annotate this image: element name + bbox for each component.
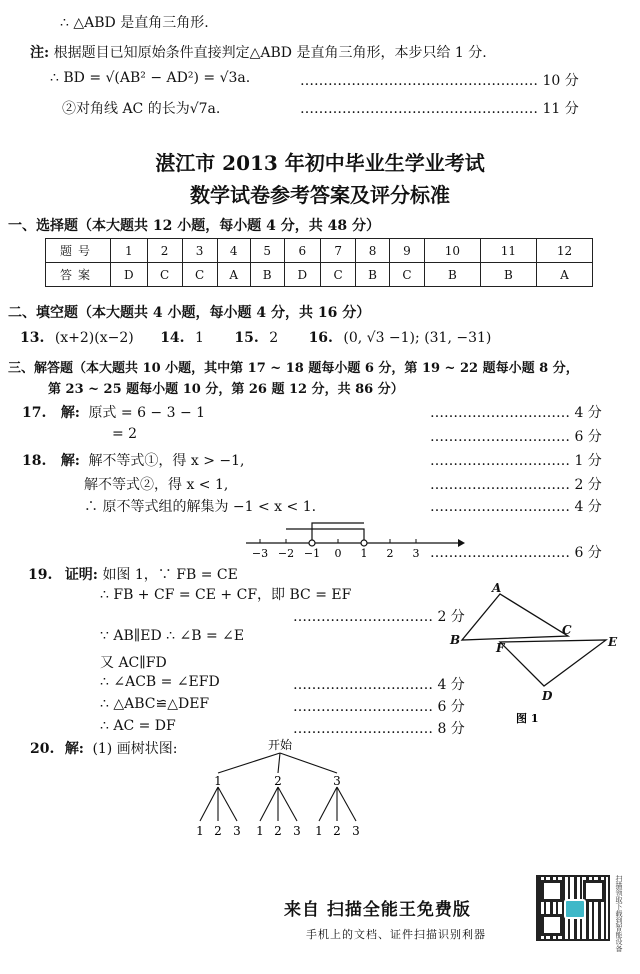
table-cell: 11	[480, 239, 536, 263]
q18-line1	[22, 450, 245, 470]
tree-node: 2	[274, 774, 282, 788]
q18-number: 18.	[22, 453, 47, 469]
tree-node: 1	[214, 774, 222, 788]
table-cell: D	[284, 263, 321, 287]
q19-score-8: ………………………… 8 分	[293, 721, 465, 737]
q13-number: 13.	[20, 330, 45, 346]
q19-step7: ∴ AC = DF	[100, 718, 176, 734]
tick-label: 3	[412, 547, 420, 560]
tick-label: −1	[303, 547, 321, 560]
bracket-x-lt-1	[286, 529, 364, 543]
q19-score-2: ………………………… 2 分	[293, 609, 465, 625]
q18-step2: 解不等式②，得 x < 1,	[84, 477, 229, 493]
q20-part1: (1) 画树状图:	[92, 741, 178, 757]
triangle-abc	[462, 594, 568, 640]
q17-result: = 2	[112, 426, 138, 442]
open-point-1	[361, 540, 367, 546]
q18-score-1: ………………………… 1 分	[430, 453, 602, 469]
note-row	[30, 42, 487, 62]
page-title: 湛江市 2013 年初中毕业生学业考试	[155, 151, 485, 175]
tree-node: 3	[333, 774, 341, 788]
table-cell: 10	[424, 239, 480, 263]
q18-score-4: ………………………… 6 分	[430, 545, 602, 561]
tree-leaf: 1	[315, 824, 323, 838]
note-text: 根据题目已知原始条件直接判定△ABD 是直角三角形，本步只给 1 分.	[53, 45, 487, 61]
label-a: A	[492, 582, 502, 595]
ac-line: ②对角线 AC 的长为√7a.	[62, 101, 221, 117]
section3-title-line2: 第 23 ~ 25 题每小题 10 分，第 26 题 12 分，共 86 分）	[48, 382, 404, 397]
label-e: E	[608, 635, 618, 649]
table-cell: D	[111, 263, 148, 287]
table-cell: C	[147, 263, 182, 287]
tree-leaf: 1	[256, 824, 264, 838]
table-cell: 2	[147, 239, 182, 263]
table-cell: 6	[284, 239, 321, 263]
table-cell: C	[321, 263, 356, 287]
q18-label: 解:	[60, 453, 80, 469]
tree-leaf: 3	[352, 824, 360, 838]
q18-score-2: ………………………… 2 分	[430, 477, 602, 493]
tick-label: −2	[277, 547, 295, 560]
q19-given: 如图 1，∵ FB = CE	[102, 567, 238, 583]
q15-number: 15.	[234, 330, 259, 346]
table-header: 答案	[46, 263, 111, 287]
tick-label: 2	[386, 547, 394, 560]
tick-label: 1	[360, 547, 368, 560]
table-cell: 3	[182, 239, 217, 263]
qr-logo-icon	[564, 899, 586, 919]
label-c: C	[562, 623, 572, 637]
q18-step3: ∴ 原不等式组的解集为 −1 < x < 1.	[84, 499, 317, 515]
qr-code	[536, 875, 610, 941]
table-cell: B	[356, 263, 390, 287]
table-cell: C	[182, 263, 217, 287]
section2-title: 二、填空题（本大题共 4 小题，每小题 4 分，共 16 分）	[8, 305, 371, 321]
tree-leaf: 2	[333, 824, 341, 838]
q20-line1	[30, 738, 177, 758]
tree-root: 开始	[267, 738, 293, 752]
tree-leaf: 3	[293, 824, 301, 838]
table-cell: A	[536, 263, 592, 287]
q19-step5: ∴ ∠ACB = ∠EFD	[100, 674, 220, 690]
triangle-def	[500, 640, 606, 686]
q20-number: 20.	[30, 741, 55, 757]
table-cell: 7	[321, 239, 356, 263]
table-cell: 1	[111, 239, 148, 263]
q17-number: 17.	[22, 405, 47, 421]
tick-label: −3	[251, 547, 269, 560]
qr-caption: 扫描领取下载到智能设备	[615, 875, 623, 952]
q19-step4: 又 AC∥FD	[100, 655, 167, 671]
proof-conclusion: ∴ △ABD 是直角三角形.	[60, 15, 209, 31]
q19-score-4: ………………………… 4 分	[293, 677, 465, 693]
bd-score: …………………………………………… 10 分	[300, 73, 579, 89]
tree-leaf: 1	[196, 824, 204, 838]
tick-label: 0	[334, 547, 342, 560]
q18-score-3: ………………………… 4 分	[430, 499, 602, 515]
q13-answer: (x+2)(x−2)	[54, 330, 134, 346]
table-header: 题号	[46, 239, 111, 263]
q15-answer: 2	[269, 330, 279, 346]
q17-line1	[22, 402, 205, 422]
page-subtitle: 数学试卷参考答案及评分标准	[190, 183, 450, 207]
q19-step2: ∴ FB + CF = CE + CF，即 BC = EF	[100, 587, 352, 603]
q19-score-6: ………………………… 6 分	[293, 699, 465, 715]
section1-title: 一、选择题（本大题共 12 小题，每小题 4 分，共 48 分）	[8, 218, 380, 234]
ac-score: …………………………………………… 11 分	[300, 101, 579, 117]
table-cell: 5	[250, 239, 284, 263]
footer-subtitle: 手机上的文档、证件扫描识别利器	[306, 928, 486, 941]
table-cell: 12	[536, 239, 592, 263]
fill-answers	[20, 330, 491, 346]
q17-score-1: ………………………… 4 分	[430, 405, 602, 421]
q16-answer: (0, √3 −1); (31, −31)	[343, 330, 492, 346]
q17-score-2: ………………………… 6 分	[430, 429, 602, 445]
q19-line1	[28, 564, 238, 584]
label-b: B	[450, 633, 461, 647]
table-row	[46, 263, 593, 287]
section3-title: 三、解答题（本大题共 10 小题，其中第 17 ~ 18 题每小题 6 分，第 19 ~ 22 题每小题 8 分，	[8, 361, 579, 376]
label-f: F	[496, 641, 505, 655]
table-cell: B	[480, 263, 536, 287]
q17-expression: 原式 = 6 − 3 − 1	[88, 405, 206, 421]
figure-caption: 图 1	[516, 712, 539, 725]
tree-leaf: 2	[274, 824, 282, 838]
tree-diagram	[180, 735, 380, 845]
table-cell: 8	[356, 239, 390, 263]
open-point-minus1	[309, 540, 315, 546]
q17-label: 解:	[60, 405, 80, 421]
bd-line: ∴ BD = √(AB² − AD²) = √3a.	[50, 70, 251, 86]
q19-label: 证明:	[64, 567, 98, 583]
tree-leaf: 3	[233, 824, 241, 838]
q19-step6: ∴ △ABC≌△DEF	[100, 696, 210, 712]
tree-leaf: 2	[214, 824, 222, 838]
q14-answer: 1	[195, 330, 204, 346]
label-d: D	[542, 689, 553, 703]
q18-step1: 解不等式①，得 x > −1,	[88, 453, 245, 469]
q19-step3: ∵ AB∥ED ∴ ∠B = ∠E	[100, 628, 245, 644]
q14-number: 14.	[160, 330, 185, 346]
q16-number: 16.	[308, 330, 333, 346]
q20-label: 解:	[64, 741, 84, 757]
answer-table	[45, 238, 593, 287]
figure-1	[448, 582, 623, 732]
table-cell: B	[250, 263, 284, 287]
table-cell: A	[217, 263, 250, 287]
footer-brand: 来自 扫描全能王免费版	[284, 900, 471, 920]
table-cell: B	[424, 263, 480, 287]
table-cell: C	[389, 263, 424, 287]
note-label: 注:	[30, 45, 50, 61]
table-row	[46, 239, 593, 263]
table-cell: 4	[217, 239, 250, 263]
table-cell: 9	[389, 239, 424, 263]
q19-number: 19.	[28, 567, 53, 583]
